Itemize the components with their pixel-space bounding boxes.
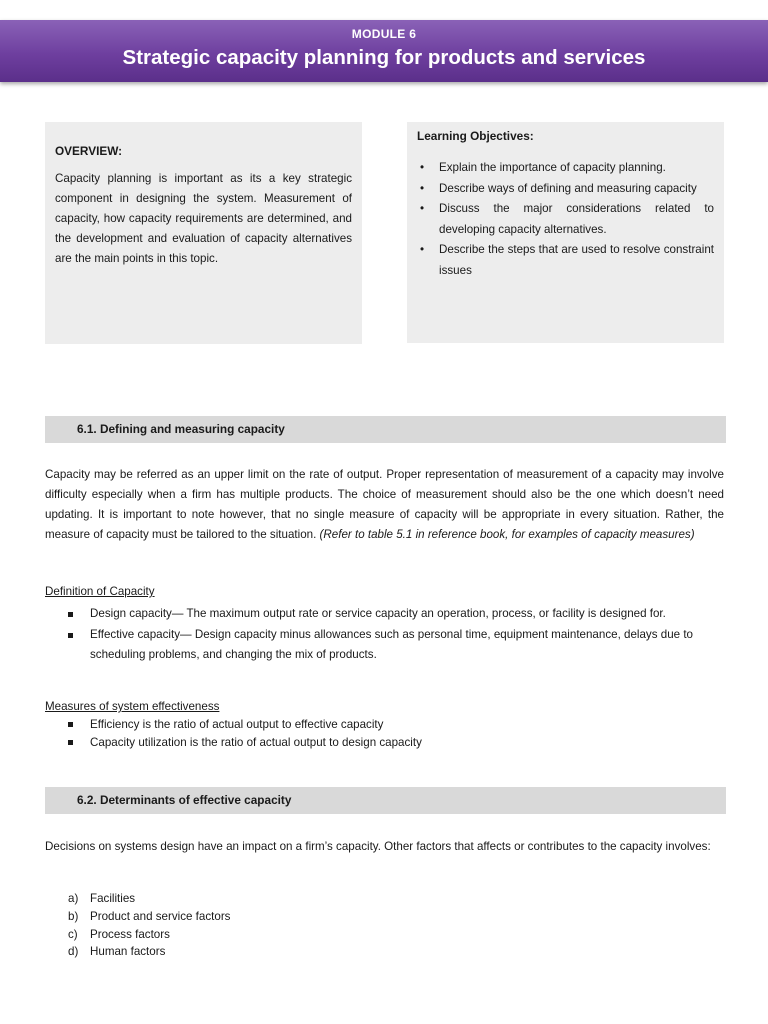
square-bullet-icon [68,612,73,617]
paragraph-text: Capacity may be referred as an upper limit on the rate of output. Proper representation of measurement of a capacity may involve difficulty especially when a firm has multiple products. The choice of measurement should also be the one which doesn’t need updating. It is important to note however, that no single measure of capacity will be appropriate in every situation. Rather, the measure of capacity must be tailored to the situation. [45,468,724,541]
list-item [68,734,724,752]
objective-text: Explain the importance of capacity planning. [439,161,666,174]
learning-objectives-box [407,122,724,343]
list-item [68,908,230,926]
list-marker: d) [68,945,79,959]
measures-heading: Measures of system effectiveness [45,700,220,713]
list-item [68,890,230,908]
definition-text: Design capacity— The maximum output rate or service capacity an operation, process, or facility is designed for. [90,607,666,620]
list-item [417,179,714,200]
module-title: Strategic capacity planning for products and services [122,46,646,69]
factor-label: Product and service factors [90,909,231,923]
overview-box [45,122,362,344]
bullet-icon: • [420,161,425,174]
list-item [417,240,714,281]
list-item [68,716,724,734]
bullet-icon: • [420,181,425,195]
module-banner [0,20,768,82]
definition-list [68,604,724,666]
list-item [68,625,724,666]
square-bullet-icon [68,633,73,638]
objectives-list [417,158,714,281]
overview-heading: OVERVIEW: [55,144,123,158]
capacity-paragraph [45,465,724,545]
list-item [68,926,230,944]
list-marker: a) [68,892,79,905]
definition-text: Effective capacity— Design capacity minus allowances such as personal time, equipment maintenance, delays due to scheduling problems, and changing the mix of products. [90,627,693,661]
objectives-heading: Learning Objectives: [417,129,534,143]
definition-heading: Definition of Capacity [45,585,155,598]
list-item [68,604,724,625]
determinants-paragraph: Decisions on systems design have an impact on a firm’s capacity. Other factors that affects or contributes to the capacity involves: [45,840,711,853]
list-item [68,943,230,961]
module-label: MODULE 6 [351,27,417,41]
objective-text: Discuss the major considerations related to developing capacity alternatives. [439,202,714,236]
measures-list [68,716,724,752]
factor-label: Facilities [90,892,136,905]
objective-text: Describe the steps that are used to resolve constraint issues [439,243,714,277]
bullet-icon: • [420,202,425,215]
factors-list [68,890,230,961]
list-marker: c) [68,927,78,941]
measure-text: Capacity utilization is the ratio of actual output to design capacity [90,736,422,749]
measure-text: Efficiency is the ratio of actual output to effective capacity [90,718,384,731]
square-bullet-icon [68,722,73,727]
factor-label: Process factors [90,927,170,941]
factor-label: Human factors [90,945,166,959]
bullet-icon: • [420,243,425,256]
list-item [417,199,714,240]
list-item [417,158,714,179]
objective-text: Describe ways of defining and measuring capacity [439,181,697,195]
reference-note: (Refer to table 5.1 in reference book, for examples of capacity measures) [319,528,695,541]
section-heading-6-2: 6.2. Determinants of effective capacity [45,787,726,814]
overview-text: Capacity planning is important as its a key strategic component in designing the system. Measurement of capacity, how capacity requirements are determined, and the development and evaluation of capacity alternatives are the main points in this topic. [55,172,352,265]
section-heading-6-1: 6.1. Defining and measuring capacity [45,416,726,443]
list-marker: b) [68,909,79,923]
square-bullet-icon [68,740,73,745]
